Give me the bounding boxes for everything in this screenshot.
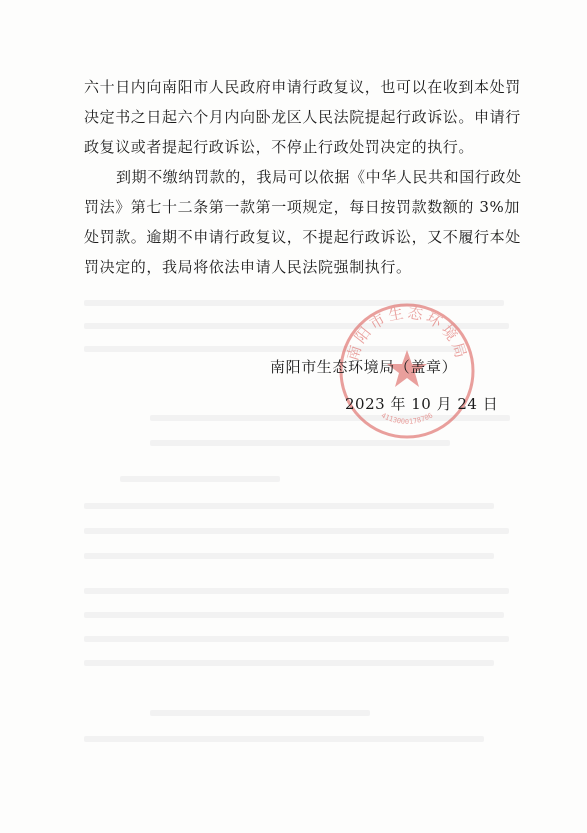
paragraph-2-line: 罚决定的，我局将依法申请人民法院强制执行。 (84, 258, 412, 276)
bleed-through-line (84, 736, 484, 742)
seal-number: 4113000178706 (379, 411, 435, 426)
bleed-through-line (150, 710, 370, 716)
paragraph-1-line: 政复议或者提起行政诉讼，不停止行政处罚决定的执行。 (84, 138, 475, 156)
bleed-through-line (84, 503, 494, 509)
paragraph-1-line: 决定书之日起六个月内向卧龙区人民法院提起行政诉讼。申请行 (84, 108, 521, 126)
issuer-signature: 南阳市生态环境局（盖章） (270, 358, 458, 376)
seal-text: 南阳市生态环境局 (343, 303, 471, 363)
bleed-through-line (120, 476, 280, 482)
bleed-through-line (84, 612, 504, 618)
paragraph-2-line: 处罚款。逾期不申请行政复议，不提起行政诉讼，又不履行本处 (84, 228, 521, 246)
issue-date: 2023 年 10 月 24 日 (345, 395, 499, 413)
bleed-through-line (84, 636, 509, 642)
bleed-through-line (84, 660, 494, 666)
bleed-through-line (84, 528, 509, 534)
paragraph-2-line: 罚法》第七十二条第一款第一项规定，每日按罚款数额的 3%加 (84, 198, 520, 216)
paragraph-2-line: 到期不缴纳罚款的，我局可以依据《中华人民共和国行政处 (116, 168, 522, 186)
bleed-through-line (84, 553, 494, 559)
paragraph-1-line: 六十日内向南阳市人民政府申请行政复议，也可以在收到本处罚 (84, 78, 521, 96)
document-body (84, 72, 522, 282)
bleed-through-line (84, 588, 509, 594)
